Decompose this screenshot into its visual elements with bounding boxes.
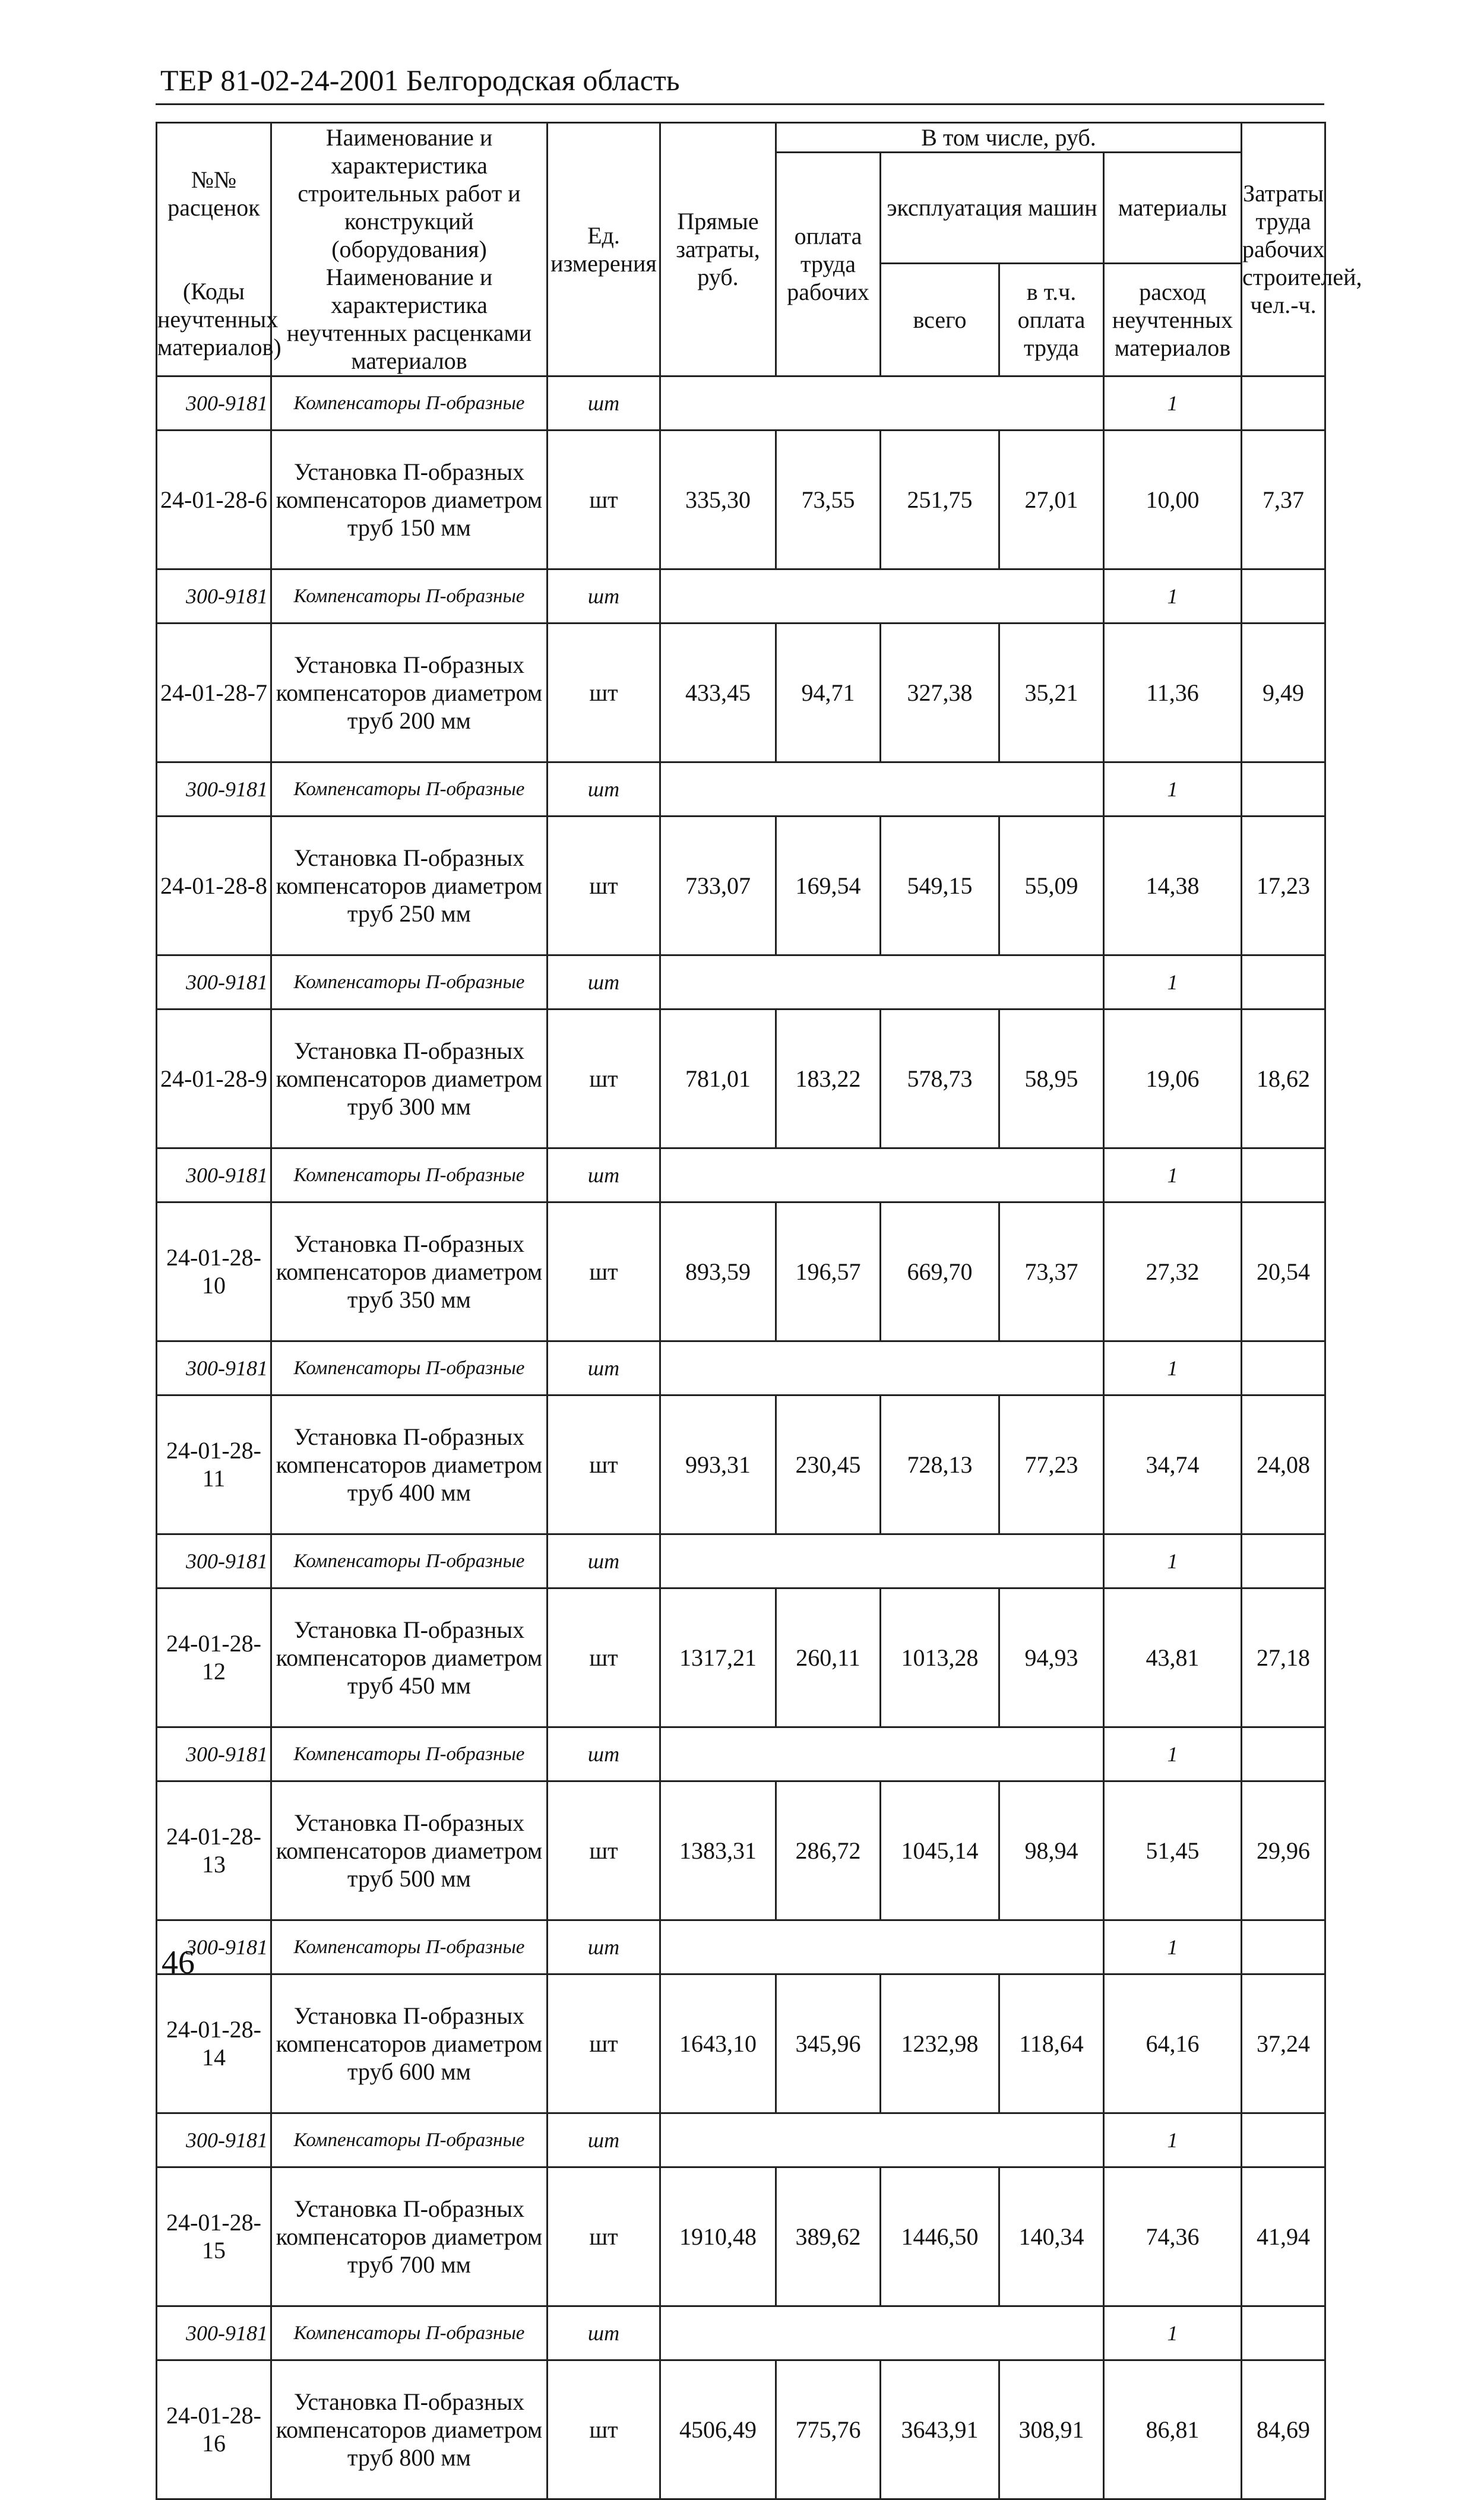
materials: 64,16 [1104, 1974, 1242, 2113]
machines-total: 669,70 [881, 1202, 999, 1341]
rate-code: 24-01-28-10 [157, 1202, 271, 1341]
labor-costs: 17,23 [1242, 816, 1325, 955]
material-blank [660, 1148, 1104, 1202]
labor-costs: 9,49 [1242, 623, 1325, 762]
work-name: Установка П-образных компенсаторов диаметром труб 250 мм [271, 816, 548, 955]
page-number: 46 [162, 1944, 195, 1981]
material-labor-blank [1242, 1148, 1325, 1202]
work-name: Установка П-образных компенсаторов диаметром труб 400 мм [271, 1395, 548, 1534]
material-qty: 1 [1104, 2113, 1242, 2167]
machines-total: 3643,91 [881, 2360, 999, 2499]
direct-costs: 1643,10 [660, 1974, 776, 2113]
work-name: Установка П-образных компенсаторов диаметром труб 500 мм [271, 1781, 548, 1920]
header-code: №№ расценок [157, 123, 271, 264]
page-header: ТЕР 81-02-24-2001 Белгородская область [160, 64, 680, 97]
wages: 169,54 [776, 816, 881, 955]
table-row [157, 2167, 1325, 2306]
work-name: Установка П-образных компенсаторов диаметром труб 450 мм [271, 1588, 548, 1727]
wages: 196,57 [776, 1202, 881, 1341]
header-direct-costs: Прямые затраты, руб. [660, 123, 776, 376]
rate-code: 24-01-28-12 [157, 1588, 271, 1727]
machines-total: 327,38 [881, 623, 999, 762]
rates-table [156, 122, 1362, 2500]
labor-costs: 27,18 [1242, 1588, 1325, 1727]
table-row [157, 1781, 1325, 1920]
material-row [157, 762, 1325, 816]
material-blank [660, 2306, 1104, 2360]
machines-wages: 77,23 [999, 1395, 1104, 1534]
materials: 27,32 [1104, 1202, 1242, 1341]
direct-costs: 335,30 [660, 430, 776, 569]
machines-total: 251,75 [881, 430, 999, 569]
material-row [157, 1920, 1325, 1974]
material-unit: шт [548, 1727, 660, 1781]
material-name: Компенсаторы П-образные [271, 1920, 548, 1974]
materials: 11,36 [1104, 623, 1242, 762]
unit: шт [548, 1009, 660, 1148]
material-unit: шт [548, 762, 660, 816]
work-name: Установка П-образных компенсаторов диаметром труб 200 мм [271, 623, 548, 762]
wages: 389,62 [776, 2167, 881, 2306]
machines-wages: 94,93 [999, 1588, 1104, 1727]
material-row [157, 2113, 1325, 2167]
material-unit: шт [548, 569, 660, 623]
machines-wages: 55,09 [999, 816, 1104, 955]
material-code: 300-9181 [157, 1727, 271, 1781]
wages: 183,22 [776, 1009, 881, 1148]
unit: шт [548, 1974, 660, 2113]
machines-total: 1013,28 [881, 1588, 999, 1727]
wages: 260,11 [776, 1588, 881, 1727]
direct-costs: 781,01 [660, 1009, 776, 1148]
header-machines-total: всего [881, 263, 999, 376]
wages: 73,55 [776, 430, 881, 569]
material-code: 300-9181 [157, 1534, 271, 1588]
machines-wages: 140,34 [999, 2167, 1104, 2306]
material-row [157, 2306, 1325, 2360]
material-unit: шт [548, 376, 660, 430]
unit: шт [548, 430, 660, 569]
header-materials-consumption: расход неучтенных материалов [1104, 263, 1242, 376]
header-labor: Затраты труда рабочих строителей, чел.-ч. [1242, 123, 1325, 376]
machines-wages: 58,95 [999, 1009, 1104, 1148]
material-name: Компенсаторы П-образные [271, 1534, 548, 1588]
table-row [157, 623, 1325, 762]
machines-total: 728,13 [881, 1395, 999, 1534]
unit: шт [548, 2167, 660, 2306]
materials: 51,45 [1104, 1781, 1242, 1920]
direct-costs: 433,45 [660, 623, 776, 762]
header-name-materials: Наименование и характеристика неучтенных расценками материалов [271, 263, 548, 376]
table-row [157, 2360, 1325, 2499]
material-qty: 1 [1104, 569, 1242, 623]
material-labor-blank [1242, 762, 1325, 816]
work-name: Установка П-образных компенсаторов диаметром труб 300 мм [271, 1009, 548, 1148]
work-name: Установка П-образных компенсаторов диаметром труб 350 мм [271, 1202, 548, 1341]
wages: 94,71 [776, 623, 881, 762]
material-qty: 1 [1104, 1534, 1242, 1588]
material-code: 300-9181 [157, 955, 271, 1009]
labor-costs: 84,69 [1242, 2360, 1325, 2499]
header-code-materials: (Коды неучтенных материалов) [157, 263, 271, 376]
header-divider [156, 103, 1324, 105]
material-name: Компенсаторы П-образные [271, 2306, 548, 2360]
table-header [157, 123, 1362, 376]
wages: 775,76 [776, 2360, 881, 2499]
material-row [157, 1534, 1325, 1588]
direct-costs: 733,07 [660, 816, 776, 955]
materials: 74,36 [1104, 2167, 1242, 2306]
material-labor-blank [1242, 1534, 1325, 1588]
work-name: Установка П-образных компенсаторов диаметром труб 800 мм [271, 2360, 548, 2499]
direct-costs: 4506,49 [660, 2360, 776, 2499]
materials: 43,81 [1104, 1588, 1242, 1727]
machines-wages: 73,37 [999, 1202, 1104, 1341]
materials: 10,00 [1104, 430, 1242, 569]
labor-costs: 29,96 [1242, 1781, 1325, 1920]
wages: 286,72 [776, 1781, 881, 1920]
machines-total: 578,73 [881, 1009, 999, 1148]
material-blank [660, 569, 1104, 623]
materials: 19,06 [1104, 1009, 1242, 1148]
labor-costs: 7,37 [1242, 430, 1325, 569]
material-name: Компенсаторы П-образные [271, 762, 548, 816]
material-blank [660, 376, 1104, 430]
material-qty: 1 [1104, 1341, 1242, 1395]
work-name: Установка П-образных компенсаторов диаметром труб 700 мм [271, 2167, 548, 2306]
material-row [157, 1341, 1325, 1395]
machines-wages: 35,21 [999, 623, 1104, 762]
table-row [157, 816, 1325, 955]
machines-wages: 118,64 [999, 1974, 1104, 2113]
header-materials: материалы [1104, 153, 1242, 264]
material-row [157, 1727, 1325, 1781]
material-labor-blank [1242, 569, 1325, 623]
material-name: Компенсаторы П-образные [271, 955, 548, 1009]
direct-costs: 993,31 [660, 1395, 776, 1534]
material-code: 300-9181 [157, 1341, 271, 1395]
material-row [157, 955, 1325, 1009]
material-unit: шт [548, 1920, 660, 1974]
material-unit: шт [548, 1148, 660, 1202]
direct-costs: 1383,31 [660, 1781, 776, 1920]
material-qty: 1 [1104, 1920, 1242, 1974]
material-blank [660, 1920, 1104, 1974]
machines-total: 1446,50 [881, 2167, 999, 2306]
labor-costs: 24,08 [1242, 1395, 1325, 1534]
material-qty: 1 [1104, 1148, 1242, 1202]
unit: шт [548, 816, 660, 955]
material-labor-blank [1242, 1341, 1325, 1395]
material-name: Компенсаторы П-образные [271, 2113, 548, 2167]
material-labor-blank [1242, 2306, 1325, 2360]
direct-costs: 893,59 [660, 1202, 776, 1341]
materials: 14,38 [1104, 816, 1242, 955]
table-row [157, 1009, 1325, 1148]
header-machines: эксплуатация машин [881, 153, 1104, 264]
machines-total: 549,15 [881, 816, 999, 955]
material-unit: шт [548, 955, 660, 1009]
table-row [157, 1395, 1325, 1534]
wages: 230,45 [776, 1395, 881, 1534]
material-labor-blank [1242, 376, 1325, 430]
rate-code: 24-01-28-16 [157, 2360, 271, 2499]
header-machines-wages: в т.ч. оплата труда [999, 263, 1104, 376]
rate-code: 24-01-28-7 [157, 623, 271, 762]
machines-wages: 98,94 [999, 1781, 1104, 1920]
labor-costs: 20,54 [1242, 1202, 1325, 1341]
rate-code: 24-01-28-8 [157, 816, 271, 955]
material-blank [660, 955, 1104, 1009]
header-name: Наименование и характеристика строительных работ и конструкций (оборудования) [271, 123, 548, 264]
material-blank [660, 1534, 1104, 1588]
material-qty: 1 [1104, 762, 1242, 816]
header-including: В том числе, руб. [776, 123, 1242, 153]
material-unit: шт [548, 1534, 660, 1588]
material-qty: 1 [1104, 1727, 1242, 1781]
table-row [157, 1588, 1325, 1727]
material-name: Компенсаторы П-образные [271, 569, 548, 623]
unit: шт [548, 1588, 660, 1727]
material-code: 300-9181 [157, 762, 271, 816]
machines-total: 1232,98 [881, 1974, 999, 2113]
material-name: Компенсаторы П-образные [271, 1727, 548, 1781]
material-blank [660, 1341, 1104, 1395]
material-qty: 1 [1104, 376, 1242, 430]
unit: шт [548, 1202, 660, 1341]
machines-wages: 27,01 [999, 430, 1104, 569]
work-name: Установка П-образных компенсаторов диаметром труб 600 мм [271, 1974, 548, 2113]
table-body [157, 376, 1325, 2499]
labor-costs: 18,62 [1242, 1009, 1325, 1148]
material-code: 300-9181 [157, 1148, 271, 1202]
material-labor-blank [1242, 1920, 1325, 1974]
material-labor-blank [1242, 1727, 1325, 1781]
material-unit: шт [548, 1341, 660, 1395]
rate-code: 24-01-28-14 [157, 1974, 271, 2113]
material-row [157, 1148, 1325, 1202]
wages: 345,96 [776, 1974, 881, 2113]
material-name: Компенсаторы П-образные [271, 376, 548, 430]
rate-code: 24-01-28-15 [157, 2167, 271, 2306]
rate-code: 24-01-28-11 [157, 1395, 271, 1534]
rate-code: 24-01-28-9 [157, 1009, 271, 1148]
material-qty: 1 [1104, 955, 1242, 1009]
material-blank [660, 762, 1104, 816]
direct-costs: 1910,48 [660, 2167, 776, 2306]
material-name: Компенсаторы П-образные [271, 1148, 548, 1202]
direct-costs: 1317,21 [660, 1588, 776, 1727]
rate-code: 24-01-28-6 [157, 430, 271, 569]
labor-costs: 37,24 [1242, 1974, 1325, 2113]
machines-total: 1045,14 [881, 1781, 999, 1920]
materials: 34,74 [1104, 1395, 1242, 1534]
material-blank [660, 2113, 1104, 2167]
header-unit: Ед. измерения [548, 123, 660, 376]
unit: шт [548, 1781, 660, 1920]
material-unit: шт [548, 2306, 660, 2360]
unit: шт [548, 1395, 660, 1534]
material-labor-blank [1242, 2113, 1325, 2167]
machines-wages: 308,91 [999, 2360, 1104, 2499]
unit: шт [548, 623, 660, 762]
material-qty: 1 [1104, 2306, 1242, 2360]
material-row [157, 569, 1325, 623]
labor-costs: 41,94 [1242, 2167, 1325, 2306]
table-row [157, 1974, 1325, 2113]
material-code: 300-9181 [157, 2113, 271, 2167]
material-labor-blank [1242, 955, 1325, 1009]
material-code: 300-9181 [157, 569, 271, 623]
material-row [157, 376, 1325, 430]
material-code: 300-9181 [157, 376, 271, 430]
material-name: Компенсаторы П-образные [271, 1341, 548, 1395]
work-name: Установка П-образных компенсаторов диаметром труб 150 мм [271, 430, 548, 569]
unit: шт [548, 2360, 660, 2499]
table-row [157, 1202, 1325, 1341]
rate-code: 24-01-28-13 [157, 1781, 271, 1920]
material-code: 300-9181 [157, 2306, 271, 2360]
table-row [157, 430, 1325, 569]
material-blank [660, 1727, 1104, 1781]
materials: 86,81 [1104, 2360, 1242, 2499]
header-wages: оплата труда рабочих [776, 153, 881, 376]
material-code: 300-9181 [157, 1920, 271, 1974]
material-unit: шт [548, 2113, 660, 2167]
